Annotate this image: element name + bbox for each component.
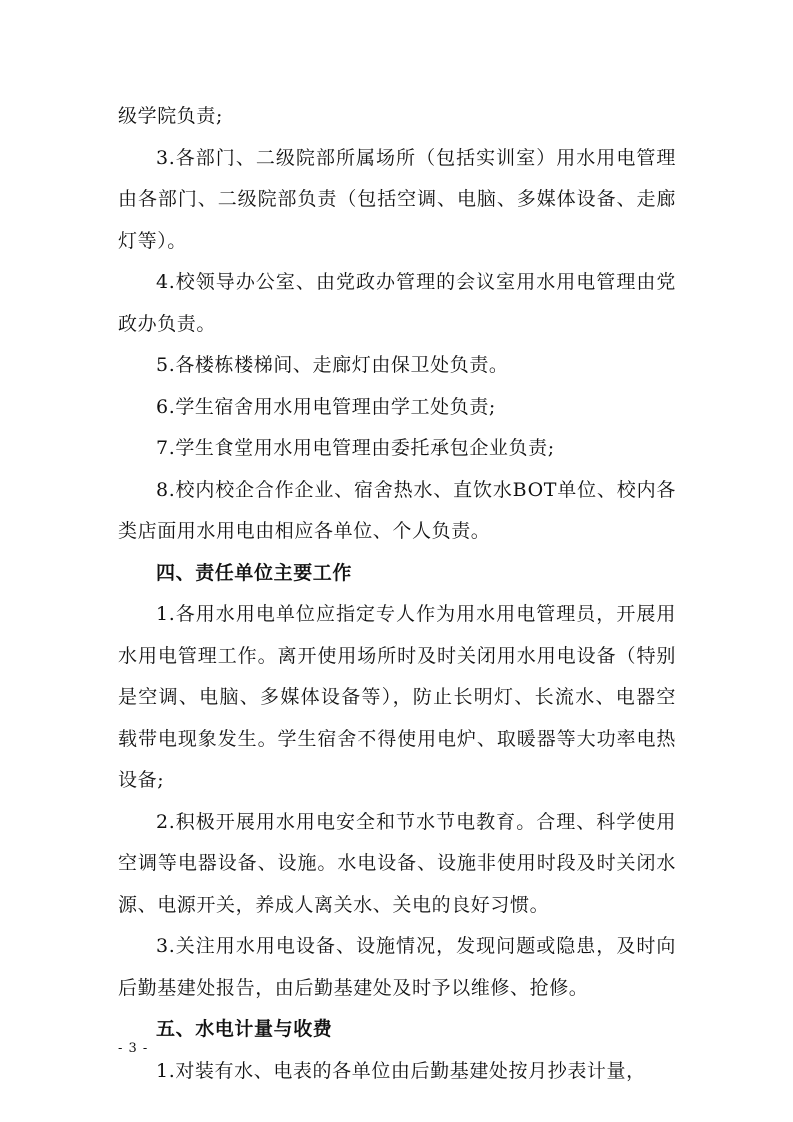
paragraph-item-4: 4.校领导办公室、由党政办管理的会议室用水用电管理由党政办负责。 bbox=[118, 271, 676, 335]
paragraph-item-5: 5.各楼栋楼梯间、走廊灯由保卫处负责。 bbox=[156, 354, 509, 376]
document-body bbox=[118, 96, 676, 1092]
paragraph-billing-1: 1.对装有水、电表的各单位由后勤基建处按月抄表计量， bbox=[156, 1059, 646, 1082]
paragraph-item-8: 8.校内校企合作企业、宿舍热水、直饮水BOT单位、校内各类店面用水用电由相应各单位、个人负责。 bbox=[118, 478, 676, 542]
paragraph-item-6: 6.学生宿舍用水用电管理由学工处负责; bbox=[156, 395, 496, 418]
page-number: - 3 - bbox=[118, 1041, 149, 1056]
paragraph-duty-1: 1.各用水用电单位应指定专人作为用水用电管理员，开展用水用电管理工作。离开使用场所时及时关闭用水用电设备（特别是空调、电脑、多媒体设备等），防止长明灯、长流水、电器空载带电现象发生。学生宿舍不得使用电炉、取暖器等大功率电热设备; bbox=[118, 603, 676, 791]
paragraph-item-7: 7.学生食堂用水用电管理由委托承包企业负责; bbox=[156, 437, 555, 459]
section-heading-5: 五、水电计量与收费 bbox=[156, 1018, 333, 1040]
paragraph-continuation: 级学院负责; bbox=[118, 105, 224, 127]
section-heading-4: 四、责任单位主要工作 bbox=[156, 561, 353, 584]
paragraph-item-3: 3.各部门、二级院部所属场所（包括实训室）用水用电管理由各部门、二级院部负责（包括空调、电脑、多媒体设备、走廊灯等）。 bbox=[118, 146, 676, 252]
paragraph-duty-2: 2.积极开展用水用电安全和节水节电教育。合理、科学使用空调等电器设备、设施。水电设备、设施非使用时段及时关闭水源、电源开关，养成人离关水、关电的良好习惯。 bbox=[118, 810, 676, 916]
paragraph-duty-3: 3.关注用水用电设备、设施情况，发现问题或隐患，及时向后勤基建处报告，由后勤基建处及时予以维修、抢修。 bbox=[118, 935, 676, 999]
